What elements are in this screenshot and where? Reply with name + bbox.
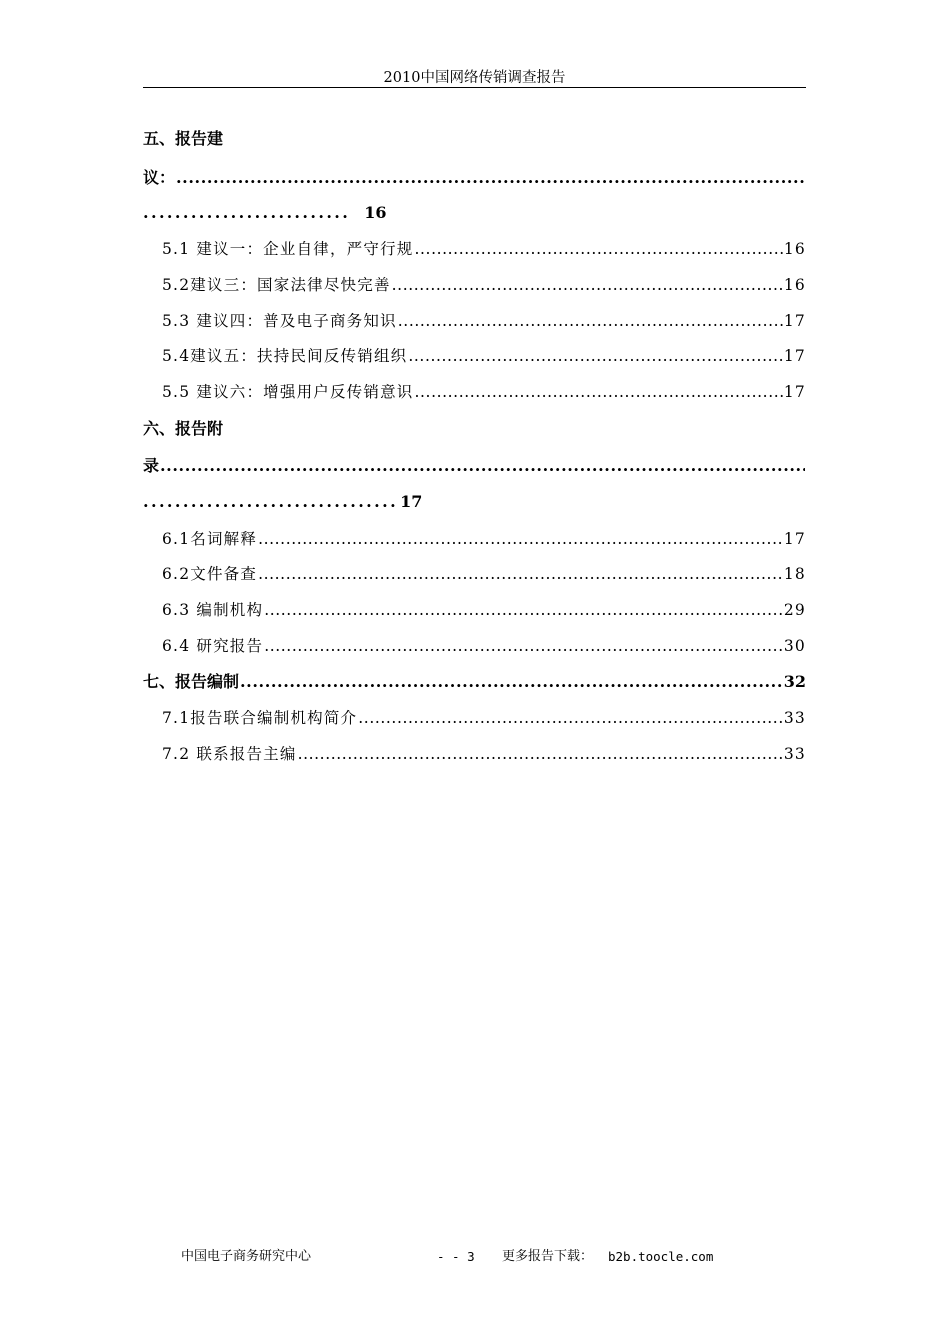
toc-dot-leader [414, 380, 782, 404]
toc-entry-label: 6.2文件备查 [162, 565, 258, 583]
toc-entry-label: 5.1 建议一：企业自律，严守行规 [162, 240, 414, 258]
toc-entry-6-1[interactable] [162, 527, 806, 551]
toc-entry-label: 5.2建议三：国家法律尽快完善 [162, 276, 391, 294]
toc-entry-page: 17 [783, 530, 806, 548]
footer-download-link[interactable]: b2b.toocle.com [608, 1249, 714, 1264]
toc-section-5-page-line[interactable] [143, 201, 387, 225]
toc-dot-leader [408, 344, 783, 368]
toc-entry-page: 33 [783, 709, 806, 727]
toc-entry-7-1[interactable] [162, 706, 806, 730]
toc-entry-5-1[interactable] [162, 237, 806, 261]
toc-dot-leader [264, 598, 783, 622]
toc-section-6-title[interactable] [143, 417, 223, 441]
toc-section-7-title: 七、报告编制 [143, 672, 240, 691]
toc-entry-page: 18 [783, 565, 806, 583]
toc-section-6-page-line[interactable] [143, 490, 422, 514]
toc-entry-page: 17 [783, 383, 806, 401]
toc-entry-6-3[interactable] [162, 598, 806, 622]
toc-section-6-title-text: 六、报告附 [143, 419, 224, 438]
toc-section-5-page: 16 [364, 203, 387, 222]
toc-dot-leader [392, 273, 783, 297]
toc-entry-page: 30 [783, 637, 806, 655]
toc-entry-label: 7.1报告联合编制机构简介 [162, 709, 358, 727]
page-header-title: 2010中国网络传销调查报告 [383, 70, 566, 86]
toc-entry-page: 16 [783, 276, 806, 294]
toc-section-7-page: 32 [783, 672, 806, 691]
toc-entry-5-2[interactable] [162, 273, 806, 297]
toc-section-5-title[interactable] [143, 127, 223, 151]
toc-entry-label: 5.3 建议四：普及电子商务知识 [162, 312, 397, 330]
toc-dot-leader [358, 706, 783, 730]
toc-entry-label: 5.4建议五：扶持民间反传销组织 [162, 347, 408, 365]
toc-entry-page: 16 [783, 240, 806, 258]
toc-entry-6-2[interactable] [162, 562, 806, 586]
toc-section-6-title-cont: 录 [143, 456, 160, 475]
toc-entry-5-4[interactable] [162, 344, 806, 368]
toc-dot-leader [176, 166, 805, 190]
toc-dot-leader: ................................ [143, 492, 399, 511]
toc-entry-page: 17 [783, 347, 806, 365]
footer-org: 中国电子商务研究中心 [181, 1249, 312, 1264]
toc-entry-7-2[interactable] [162, 742, 806, 766]
toc-section-5-title-cont: 议： [143, 168, 176, 187]
toc-entry-page: 29 [783, 601, 806, 619]
toc-dot-leader [264, 634, 783, 658]
toc-entry-5-3[interactable] [162, 309, 806, 333]
toc-section-5-title-text: 五、报告建 [143, 129, 224, 148]
toc-section-6-page: 17 [400, 492, 423, 511]
toc-dot-leader [240, 670, 783, 694]
toc-dot-leader [258, 527, 783, 551]
toc-section-7[interactable] [143, 670, 806, 694]
toc-entry-label: 6.3 编制机构 [162, 601, 264, 619]
toc-section-6-leader-line[interactable] [143, 454, 806, 478]
footer-page-number: - - 3 [437, 1249, 475, 1264]
toc-entry-page: 17 [783, 312, 806, 330]
toc-dot-leader [398, 309, 783, 333]
toc-dot-leader [414, 237, 782, 261]
toc-entry-page: 33 [783, 745, 806, 763]
toc-section-5-leader-line[interactable] [143, 166, 806, 190]
toc-dot-leader: .......................... [143, 203, 351, 222]
header-divider [143, 87, 806, 88]
toc-entry-label: 7.2 联系报告主编 [162, 745, 297, 763]
toc-entry-6-4[interactable] [162, 634, 806, 658]
toc-dot-leader [298, 742, 783, 766]
toc-entry-label: 6.4 研究报告 [162, 637, 264, 655]
toc-entry-label: 6.1名词解释 [162, 530, 258, 548]
footer-download-label: 更多报告下载： [502, 1249, 594, 1264]
toc-dot-leader [160, 454, 805, 478]
toc-entry-label: 5.5 建议六：增强用户反传销意识 [162, 383, 414, 401]
toc-dot-leader [258, 562, 783, 586]
toc-entry-5-5[interactable] [162, 380, 806, 404]
